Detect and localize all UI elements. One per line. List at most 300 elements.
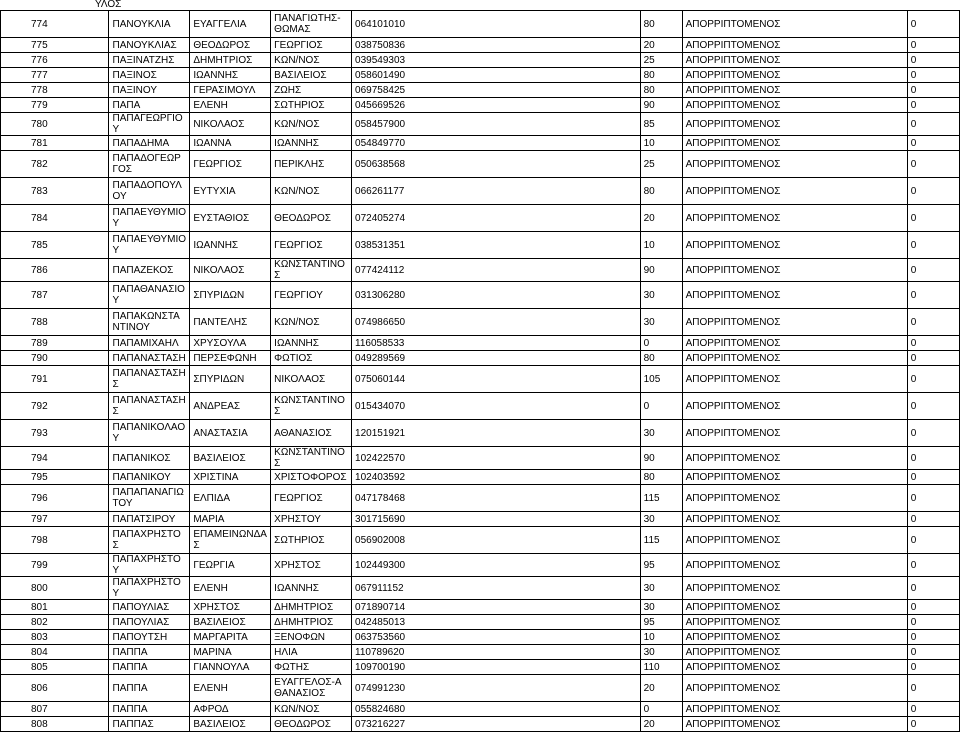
row-number-cell: 776 xyxy=(1,53,109,68)
surname-cell: ΠΑΠΑΖΕΚΟΣ xyxy=(109,259,190,282)
points-cell: 0 xyxy=(907,232,959,259)
status-cell: ΑΠΟΡΡΙΠΤΟΜΕΝΟΣ xyxy=(682,366,907,393)
surname-cell: ΠΑΠΑΕΥΘΥΜΙΟΥ xyxy=(109,232,190,259)
status-cell: ΑΠΟΡΡΙΠΤΟΜΕΝΟΣ xyxy=(682,527,907,554)
surname-cell: ΠΑΠΑΔΗΜΑ xyxy=(109,136,190,151)
status-cell: ΑΠΟΡΡΙΠΤΟΜΕΝΟΣ xyxy=(682,336,907,351)
table-row xyxy=(1,554,960,577)
points-cell: 0 xyxy=(907,98,959,113)
table-row xyxy=(1,151,960,178)
row-number-cell: 782 xyxy=(1,151,109,178)
score-cell: 110 xyxy=(640,660,682,675)
father-name-cell: ΞΕΝΟΦΩΝ xyxy=(271,630,352,645)
score-cell: 80 xyxy=(640,470,682,485)
surname-cell: ΠΑΠΑΓΕΩΡΓΙΟΥ xyxy=(109,113,190,136)
row-number-cell: 805 xyxy=(1,660,109,675)
points-cell: 0 xyxy=(907,615,959,630)
surname-cell: ΠΑΠΑΧΡΗΣΤΟΥ xyxy=(109,554,190,577)
row-number-cell: 786 xyxy=(1,259,109,282)
score-cell: 30 xyxy=(640,512,682,527)
score-cell: 30 xyxy=(640,309,682,336)
id-number-cell: 102422570 xyxy=(352,447,641,470)
status-cell: ΑΠΟΡΡΙΠΤΟΜΕΝΟΣ xyxy=(682,309,907,336)
first-name-cell: ΜΑΡΙΑ xyxy=(190,512,271,527)
first-name-cell: ΕΛΕΝΗ xyxy=(190,98,271,113)
row-number-cell: 796 xyxy=(1,485,109,512)
points-cell: 0 xyxy=(907,282,959,309)
father-name-cell: ΧΡΙΣΤΟΦΟΡΟΣ xyxy=(271,470,352,485)
row-number-cell: 778 xyxy=(1,83,109,98)
father-name-cell: ΧΡΗΣΤΟΣ xyxy=(271,554,352,577)
score-cell: 20 xyxy=(640,38,682,53)
surname-cell: ΠΑΠΟΥΤΣΗ xyxy=(109,630,190,645)
row-number-cell: 801 xyxy=(1,600,109,615)
first-name-cell: ΠΕΡΣΕΦΩΝΗ xyxy=(190,351,271,366)
surname-cell: ΠΑΠΑΝΑΣΤΑΣΗΣ xyxy=(109,366,190,393)
points-cell: 0 xyxy=(907,38,959,53)
table-row xyxy=(1,577,960,600)
id-number-cell: 063753560 xyxy=(352,630,641,645)
first-name-cell: ΧΡΗΣΤΟΣ xyxy=(190,600,271,615)
row-number-cell: 788 xyxy=(1,309,109,336)
id-number-cell: 049289569 xyxy=(352,351,641,366)
first-name-cell: ΓΕΡΑΣΙΜΟΥΛ xyxy=(190,83,271,98)
points-cell: 0 xyxy=(907,675,959,702)
score-cell: 80 xyxy=(640,11,682,38)
first-name-cell: ΕΥΤΥΧΙΑ xyxy=(190,178,271,205)
points-cell: 0 xyxy=(907,554,959,577)
surname-cell: ΠΑΞΙΝΟΥ xyxy=(109,83,190,98)
first-name-cell: ΣΠΥΡΙΔΩΝ xyxy=(190,366,271,393)
first-name-cell: ΕΛΠΙΔΑ xyxy=(190,485,271,512)
top-fragment: ΥΛΟΣ xyxy=(95,0,122,10)
id-number-cell: 038531351 xyxy=(352,232,641,259)
first-name-cell: ΓΕΩΡΓΙΟΣ xyxy=(190,151,271,178)
surname-cell: ΠΑΠΑΧΡΗΣΤΟΣ xyxy=(109,527,190,554)
table-row xyxy=(1,660,960,675)
table-row xyxy=(1,113,960,136)
first-name-cell: ΒΑΣΙΛΕΙΟΣ xyxy=(190,447,271,470)
status-cell: ΑΠΟΡΡΙΠΤΟΜΕΝΟΣ xyxy=(682,660,907,675)
score-cell: 10 xyxy=(640,136,682,151)
id-number-cell: 073216227 xyxy=(352,717,641,732)
surname-cell: ΠΑΠΠΑ xyxy=(109,645,190,660)
points-cell: 0 xyxy=(907,660,959,675)
status-cell: ΑΠΟΡΡΙΠΤΟΜΕΝΟΣ xyxy=(682,702,907,717)
points-cell: 0 xyxy=(907,393,959,420)
row-number-cell: 795 xyxy=(1,470,109,485)
surname-cell: ΠΑΠΠΑ xyxy=(109,702,190,717)
status-cell: ΑΠΟΡΡΙΠΤΟΜΕΝΟΣ xyxy=(682,259,907,282)
status-cell: ΑΠΟΡΡΙΠΤΟΜΕΝΟΣ xyxy=(682,675,907,702)
father-name-cell: ΠΕΡΙΚΛΗΣ xyxy=(271,151,352,178)
points-cell: 0 xyxy=(907,512,959,527)
id-number-cell: 069758425 xyxy=(352,83,641,98)
row-number-cell: 797 xyxy=(1,512,109,527)
father-name-cell: ΔΗΜΗΤΡΙΟΣ xyxy=(271,615,352,630)
table-row xyxy=(1,527,960,554)
surname-cell: ΠΑΠΑΤΣΙΡΟΥ xyxy=(109,512,190,527)
status-cell: ΑΠΟΡΡΙΠΤΟΜΕΝΟΣ xyxy=(682,282,907,309)
father-name-cell: ΣΩΤΗΡΙΟΣ xyxy=(271,527,352,554)
id-number-cell: 116058533 xyxy=(352,336,641,351)
id-number-cell: 056902008 xyxy=(352,527,641,554)
table-row xyxy=(1,600,960,615)
score-cell: 85 xyxy=(640,113,682,136)
first-name-cell: ΣΠΥΡΙΔΩΝ xyxy=(190,282,271,309)
father-name-cell: ΙΩΑΝΝΗΣ xyxy=(271,577,352,600)
id-number-cell: 077424112 xyxy=(352,259,641,282)
id-number-cell: 064101010 xyxy=(352,11,641,38)
table-row xyxy=(1,702,960,717)
first-name-cell: ΜΑΡΓΑΡΙΤΑ xyxy=(190,630,271,645)
surname-cell: ΠΑΝΟΥΚΛΙΑΣ xyxy=(109,38,190,53)
row-number-cell: 793 xyxy=(1,420,109,447)
table-row xyxy=(1,178,960,205)
status-cell: ΑΠΟΡΡΙΠΤΟΜΕΝΟΣ xyxy=(682,600,907,615)
table-row xyxy=(1,38,960,53)
score-cell: 95 xyxy=(640,615,682,630)
table-row xyxy=(1,675,960,702)
row-number-cell: 806 xyxy=(1,675,109,702)
father-name-cell: ΚΩΝ/ΝΟΣ xyxy=(271,53,352,68)
table-row xyxy=(1,366,960,393)
points-cell: 0 xyxy=(907,527,959,554)
score-cell: 90 xyxy=(640,259,682,282)
father-name-cell: ΓΕΩΡΓΙΟΥ xyxy=(271,282,352,309)
points-cell: 0 xyxy=(907,53,959,68)
score-cell: 80 xyxy=(640,351,682,366)
id-number-cell: 047178468 xyxy=(352,485,641,512)
father-name-cell: ΓΕΩΡΓΙΟΣ xyxy=(271,38,352,53)
points-cell: 0 xyxy=(907,702,959,717)
table-row xyxy=(1,205,960,232)
table-row xyxy=(1,259,960,282)
id-number-cell: 031306280 xyxy=(352,282,641,309)
score-cell: 30 xyxy=(640,645,682,660)
status-cell: ΑΠΟΡΡΙΠΤΟΜΕΝΟΣ xyxy=(682,98,907,113)
surname-cell: ΠΑΠΑΝΑΣΤΑΣΗ xyxy=(109,351,190,366)
score-cell: 105 xyxy=(640,366,682,393)
points-cell: 0 xyxy=(907,68,959,83)
score-cell: 95 xyxy=(640,554,682,577)
first-name-cell: ΕΛΕΝΗ xyxy=(190,577,271,600)
status-cell: ΑΠΟΡΡΙΠΤΟΜΕΝΟΣ xyxy=(682,447,907,470)
row-number-cell: 798 xyxy=(1,527,109,554)
status-cell: ΑΠΟΡΡΙΠΤΟΜΕΝΟΣ xyxy=(682,68,907,83)
score-cell: 30 xyxy=(640,577,682,600)
id-number-cell: 102403592 xyxy=(352,470,641,485)
status-cell: ΑΠΟΡΡΙΠΤΟΜΕΝΟΣ xyxy=(682,512,907,527)
first-name-cell: ΙΩΑΝΝΑ xyxy=(190,136,271,151)
row-number-cell: 802 xyxy=(1,615,109,630)
surname-cell: ΠΑΠΠΑ xyxy=(109,675,190,702)
father-name-cell: ΚΩΝΣΤΑΝΤΙΝΟΣ xyxy=(271,447,352,470)
id-number-cell: 072405274 xyxy=(352,205,641,232)
surname-cell: ΠΑΠΑ xyxy=(109,98,190,113)
row-number-cell: 791 xyxy=(1,366,109,393)
surname-cell: ΠΑΠΑΝΙΚΟΥ xyxy=(109,470,190,485)
surname-cell: ΠΑΠΑΧΡΗΣΤΟΥ xyxy=(109,577,190,600)
status-cell: ΑΠΟΡΡΙΠΤΟΜΕΝΟΣ xyxy=(682,53,907,68)
father-name-cell: ΣΩΤΗΡΙΟΣ xyxy=(271,98,352,113)
score-cell: 10 xyxy=(640,630,682,645)
table-row xyxy=(1,470,960,485)
father-name-cell: ΘΕΟΔΩΡΟΣ xyxy=(271,205,352,232)
points-cell: 0 xyxy=(907,600,959,615)
id-number-cell: 039549303 xyxy=(352,53,641,68)
row-number-cell: 807 xyxy=(1,702,109,717)
father-name-cell: ΚΩΝ/ΝΟΣ xyxy=(271,702,352,717)
status-cell: ΑΠΟΡΡΙΠΤΟΜΕΝΟΣ xyxy=(682,83,907,98)
score-cell: 25 xyxy=(640,151,682,178)
father-name-cell: ΒΑΣΙΛΕΙΟΣ xyxy=(271,68,352,83)
surname-cell: ΠΑΠΑΝΙΚΟΣ xyxy=(109,447,190,470)
row-number-cell: 779 xyxy=(1,98,109,113)
surname-cell: ΠΑΠΑΚΩΝΣΤΑΝΤΙΝΟΥ xyxy=(109,309,190,336)
status-cell: ΑΠΟΡΡΙΠΤΟΜΕΝΟΣ xyxy=(682,136,907,151)
id-number-cell: 050638568 xyxy=(352,151,641,178)
row-number-cell: 774 xyxy=(1,11,109,38)
points-cell: 0 xyxy=(907,351,959,366)
table-row xyxy=(1,393,960,420)
father-name-cell: ΚΩΝ/ΝΟΣ xyxy=(271,309,352,336)
points-cell: 0 xyxy=(907,447,959,470)
id-number-cell: 301715690 xyxy=(352,512,641,527)
status-cell: ΑΠΟΡΡΙΠΤΟΜΕΝΟΣ xyxy=(682,630,907,645)
points-cell: 0 xyxy=(907,151,959,178)
father-name-cell: ΝΙΚΟΛΑΟΣ xyxy=(271,366,352,393)
status-cell: ΑΠΟΡΡΙΠΤΟΜΕΝΟΣ xyxy=(682,205,907,232)
first-name-cell: ΓΙΑΝΝΟΥΛΑ xyxy=(190,660,271,675)
status-cell: ΑΠΟΡΡΙΠΤΟΜΕΝΟΣ xyxy=(682,554,907,577)
first-name-cell: ΕΥΑΓΓΕΛΙΑ xyxy=(190,11,271,38)
father-name-cell: ΖΩΗΣ xyxy=(271,83,352,98)
points-cell: 0 xyxy=(907,470,959,485)
father-name-cell: ΚΩΝΣΤΑΝΤΙΝΟΣ xyxy=(271,393,352,420)
first-name-cell: ΙΩΑΝΝΗΣ xyxy=(190,232,271,259)
score-cell: 20 xyxy=(640,675,682,702)
row-number-cell: 784 xyxy=(1,205,109,232)
father-name-cell: ΠΑΝΑΓΙΩΤΗΣ-ΘΩΜΑΣ xyxy=(271,11,352,38)
status-cell: ΑΠΟΡΡΙΠΤΟΜΕΝΟΣ xyxy=(682,615,907,630)
status-cell: ΑΠΟΡΡΙΠΤΟΜΕΝΟΣ xyxy=(682,11,907,38)
row-number-cell: 790 xyxy=(1,351,109,366)
first-name-cell: ΕΥΣΤΑΘΙΟΣ xyxy=(190,205,271,232)
points-cell: 0 xyxy=(907,645,959,660)
score-cell: 0 xyxy=(640,393,682,420)
row-number-cell: 792 xyxy=(1,393,109,420)
table-row xyxy=(1,136,960,151)
points-cell: 0 xyxy=(907,205,959,232)
father-name-cell: ΕΥΑΓΓΕΛΟΣ-ΑΘΑΝΑΣΙΟΣ xyxy=(271,675,352,702)
father-name-cell: ΧΡΗΣΤΟΥ xyxy=(271,512,352,527)
row-number-cell: 803 xyxy=(1,630,109,645)
table-row xyxy=(1,447,960,470)
father-name-cell: ΦΩΤΗΣ xyxy=(271,660,352,675)
first-name-cell: ΒΑΣΙΛΕΙΟΣ xyxy=(190,717,271,732)
score-cell: 30 xyxy=(640,600,682,615)
table-row xyxy=(1,282,960,309)
first-name-cell: ΙΩΑΝΝΗΣ xyxy=(190,68,271,83)
surname-cell: ΠΑΝΟΥΚΛΙΑ xyxy=(109,11,190,38)
table-row xyxy=(1,83,960,98)
row-number-cell: 800 xyxy=(1,577,109,600)
id-number-cell: 110789620 xyxy=(352,645,641,660)
id-number-cell: 058601490 xyxy=(352,68,641,83)
id-number-cell: 074986650 xyxy=(352,309,641,336)
id-number-cell: 042485013 xyxy=(352,615,641,630)
status-cell: ΑΠΟΡΡΙΠΤΟΜΕΝΟΣ xyxy=(682,38,907,53)
points-cell: 0 xyxy=(907,420,959,447)
father-name-cell: ΗΛΙΑ xyxy=(271,645,352,660)
id-number-cell: 038750836 xyxy=(352,38,641,53)
first-name-cell: ΜΑΡΙΝΑ xyxy=(190,645,271,660)
id-number-cell: 045669526 xyxy=(352,98,641,113)
score-cell: 10 xyxy=(640,232,682,259)
status-cell: ΑΠΟΡΡΙΠΤΟΜΕΝΟΣ xyxy=(682,717,907,732)
table-row xyxy=(1,351,960,366)
points-cell: 0 xyxy=(907,336,959,351)
table-row xyxy=(1,232,960,259)
score-cell: 30 xyxy=(640,282,682,309)
id-number-cell: 054849770 xyxy=(352,136,641,151)
surname-cell: ΠΑΞΙΝΟΣ xyxy=(109,68,190,83)
status-cell: ΑΠΟΡΡΙΠΤΟΜΕΝΟΣ xyxy=(682,577,907,600)
father-name-cell: ΑΘΑΝΑΣΙΟΣ xyxy=(271,420,352,447)
table-row xyxy=(1,512,960,527)
surname-cell: ΠΑΠΟΥΛΙΑΣ xyxy=(109,600,190,615)
table-row xyxy=(1,485,960,512)
score-cell: 0 xyxy=(640,336,682,351)
id-number-cell: 067911152 xyxy=(352,577,641,600)
id-number-cell: 074991230 xyxy=(352,675,641,702)
score-cell: 80 xyxy=(640,68,682,83)
first-name-cell: ΔΗΜΗΤΡΙΟΣ xyxy=(190,53,271,68)
father-name-cell: ΚΩΝΣΤΑΝΤΙΝΟΣ xyxy=(271,259,352,282)
points-cell: 0 xyxy=(907,113,959,136)
points-cell: 0 xyxy=(907,259,959,282)
status-cell: ΑΠΟΡΡΙΠΤΟΜΕΝΟΣ xyxy=(682,470,907,485)
status-cell: ΑΠΟΡΡΙΠΤΟΜΕΝΟΣ xyxy=(682,351,907,366)
table-row xyxy=(1,717,960,732)
surname-cell: ΠΑΠΑΘΑΝΑΣΙΟΥ xyxy=(109,282,190,309)
father-name-cell: ΔΗΜΗΤΡΙΟΣ xyxy=(271,600,352,615)
father-name-cell: ΙΩΑΝΝΗΣ xyxy=(271,136,352,151)
status-cell: ΑΠΟΡΡΙΠΤΟΜΕΝΟΣ xyxy=(682,178,907,205)
first-name-cell: ΘΕΟΔΩΡΟΣ xyxy=(190,38,271,53)
row-number-cell: 804 xyxy=(1,645,109,660)
row-number-cell: 787 xyxy=(1,282,109,309)
score-cell: 80 xyxy=(640,178,682,205)
surname-cell: ΠΑΞΙΝΑΤΖΗΣ xyxy=(109,53,190,68)
table-row xyxy=(1,11,960,38)
row-number-cell: 780 xyxy=(1,113,109,136)
score-cell: 30 xyxy=(640,420,682,447)
score-cell: 90 xyxy=(640,98,682,113)
first-name-cell: ΧΡΥΣΟΥΛΑ xyxy=(190,336,271,351)
father-name-cell: ΦΩΤΙΟΣ xyxy=(271,351,352,366)
surname-cell: ΠΑΠΑΔΟΓΕΩΡΓΟΣ xyxy=(109,151,190,178)
points-cell: 0 xyxy=(907,11,959,38)
table-row xyxy=(1,309,960,336)
row-number-cell: 777 xyxy=(1,68,109,83)
first-name-cell: ΑΝΑΣΤΑΣΙΑ xyxy=(190,420,271,447)
score-cell: 20 xyxy=(640,205,682,232)
first-name-cell: ΕΠΑΜΕΙΝΩΝΔΑΣ xyxy=(190,527,271,554)
father-name-cell: ΘΕΟΔΩΡΟΣ xyxy=(271,717,352,732)
records-table xyxy=(0,10,960,732)
table-row xyxy=(1,98,960,113)
score-cell: 20 xyxy=(640,717,682,732)
first-name-cell: ΝΙΚΟΛΑΟΣ xyxy=(190,113,271,136)
table-row xyxy=(1,630,960,645)
id-number-cell: 066261177 xyxy=(352,178,641,205)
surname-cell: ΠΑΠΟΥΛΙΑΣ xyxy=(109,615,190,630)
first-name-cell: ΧΡΙΣΤΙΝΑ xyxy=(190,470,271,485)
score-cell: 80 xyxy=(640,83,682,98)
row-number-cell: 783 xyxy=(1,178,109,205)
id-number-cell: 102449300 xyxy=(352,554,641,577)
first-name-cell: ΑΝΔΡΕΑΣ xyxy=(190,393,271,420)
surname-cell: ΠΑΠΑΔΟΠΟΥΛΟΥ xyxy=(109,178,190,205)
score-cell: 25 xyxy=(640,53,682,68)
father-name-cell: ΓΕΩΡΓΙΟΣ xyxy=(271,485,352,512)
id-number-cell: 109700190 xyxy=(352,660,641,675)
score-cell: 0 xyxy=(640,702,682,717)
father-name-cell: ΚΩΝ/ΝΟΣ xyxy=(271,178,352,205)
table-row xyxy=(1,68,960,83)
surname-cell: ΠΑΠΠΑΣ xyxy=(109,717,190,732)
surname-cell: ΠΑΠΑΝΙΚΟΛΑΟΥ xyxy=(109,420,190,447)
points-cell: 0 xyxy=(907,83,959,98)
row-number-cell: 799 xyxy=(1,554,109,577)
surname-cell: ΠΑΠΑΠΑΝΑΓΙΩΤΟΥ xyxy=(109,485,190,512)
table-row xyxy=(1,53,960,68)
points-cell: 0 xyxy=(907,178,959,205)
score-cell: 115 xyxy=(640,485,682,512)
id-number-cell: 075060144 xyxy=(352,366,641,393)
id-number-cell: 120151921 xyxy=(352,420,641,447)
surname-cell: ΠΑΠΑΜΙΧΑΗΛ xyxy=(109,336,190,351)
points-cell: 0 xyxy=(907,717,959,732)
points-cell: 0 xyxy=(907,577,959,600)
row-number-cell: 785 xyxy=(1,232,109,259)
id-number-cell: 015434070 xyxy=(352,393,641,420)
father-name-cell: ΚΩΝ/ΝΟΣ xyxy=(271,113,352,136)
status-cell: ΑΠΟΡΡΙΠΤΟΜΕΝΟΣ xyxy=(682,485,907,512)
points-cell: 0 xyxy=(907,309,959,336)
id-number-cell: 071890714 xyxy=(352,600,641,615)
status-cell: ΑΠΟΡΡΙΠΤΟΜΕΝΟΣ xyxy=(682,393,907,420)
first-name-cell: ΒΑΣΙΛΕΙΟΣ xyxy=(190,615,271,630)
status-cell: ΑΠΟΡΡΙΠΤΟΜΕΝΟΣ xyxy=(682,113,907,136)
id-number-cell: 058457900 xyxy=(352,113,641,136)
row-number-cell: 789 xyxy=(1,336,109,351)
table-row xyxy=(1,615,960,630)
id-number-cell: 055824680 xyxy=(352,702,641,717)
score-cell: 90 xyxy=(640,447,682,470)
surname-cell: ΠΑΠΑΕΥΘΥΜΙΟΥ xyxy=(109,205,190,232)
first-name-cell: ΓΕΩΡΓΙΑ xyxy=(190,554,271,577)
points-cell: 0 xyxy=(907,136,959,151)
table-row xyxy=(1,645,960,660)
surname-cell: ΠΑΠΑΝΑΣΤΑΣΗΣ xyxy=(109,393,190,420)
score-cell: 115 xyxy=(640,527,682,554)
father-name-cell: ΙΩΑΝΝΗΣ xyxy=(271,336,352,351)
father-name-cell: ΓΕΩΡΓΙΟΣ xyxy=(271,232,352,259)
first-name-cell: ΠΑΝΤΕΛΗΣ xyxy=(190,309,271,336)
